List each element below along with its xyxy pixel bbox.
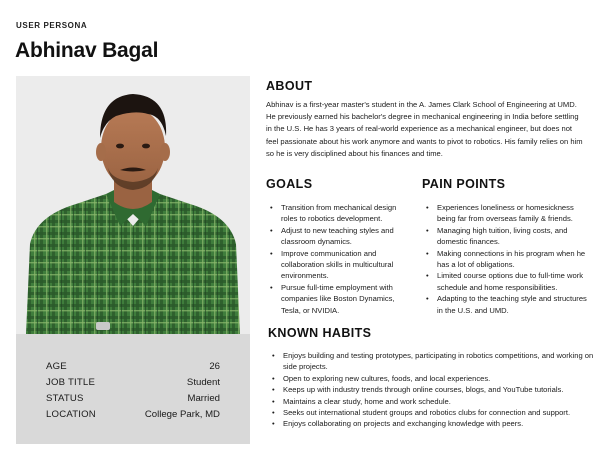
list-item: • Maintains a clear study, home and work schedule. (270, 396, 596, 407)
info-value: 26 (209, 360, 220, 372)
info-row-location (16, 406, 250, 422)
persona-photo (16, 76, 250, 334)
known-habits-list (270, 350, 596, 430)
list-item: • Adjust to new teaching styles and classroom dynamics. (268, 225, 412, 248)
info-value: Married (187, 392, 220, 404)
list-item: • Managing high tuition, living costs, and domestic finances. (424, 225, 590, 248)
persona-eyebrow: USER PERSONA (16, 21, 88, 30)
info-value: Student (186, 376, 220, 388)
pain-points-heading: PAIN POINTS (422, 177, 506, 191)
list-item: • Making connections in his program when he has a lot of obligations. (424, 248, 590, 271)
persona-name: Abhinav Bagal (15, 39, 159, 62)
info-label: JOB TITLE (46, 376, 96, 388)
list-item: • Keeps up with industry trends through online courses, blogs, and YouTube tutorials. (270, 384, 596, 395)
pain-points-list (424, 202, 590, 316)
info-label: STATUS (46, 392, 84, 404)
info-label: AGE (46, 360, 67, 372)
list-item: • Improve communication and collaboration skills in multicultural environments. (268, 248, 412, 282)
known-habits-heading: KNOWN HABITS (268, 326, 372, 340)
list-item: • Enjoys collaborating on projects and exchanging knowledge with peers. (270, 418, 596, 429)
goals-heading: GOALS (266, 177, 313, 191)
info-row-status (16, 390, 250, 406)
list-item: • Open to exploring new cultures, foods, and local experiences. (270, 373, 596, 384)
about-heading: ABOUT (266, 79, 313, 93)
list-item: • Enjoys building and testing prototypes, participating in robotics competitions, and working on side projects. (270, 350, 596, 373)
info-row-job-title (16, 374, 250, 390)
list-item: • Pursue full-time employment with companies like Boston Dynamics, Tesla, or NVIDIA. (268, 282, 412, 316)
about-text: Abhinav is a first-year master's student in the A. James Clark School of Engineering at UMD. He previously earned his bachelor's degree in mechanical engineering in India before settling in the U.S. He has 3 years of real-world experience as a mechanical engineer, but does not feel passionate about his work anymore and wants to pivot to robotics. His family relies on him so he is very disciplined about his finances and time. (266, 100, 583, 158)
info-row-age (16, 358, 250, 374)
goals-list (268, 202, 412, 316)
list-item: • Limited course options due to full-time work schedule and home responsibilities. (424, 270, 590, 293)
persona-info-panel (16, 334, 250, 444)
info-value: College Park, MD (144, 408, 220, 420)
info-label: LOCATION (46, 408, 96, 420)
list-item: • Seeks out international student groups and robotics clubs for connection and support. (270, 407, 596, 418)
person-photo-icon (16, 76, 250, 334)
list-item: • Experiences loneliness or homesickness being far from overseas family & friends. (424, 202, 590, 225)
list-item: • Transition from mechanical design roles to robotics development. (268, 202, 412, 225)
list-item: • Adapting to the teaching style and structures in the U.S. and UMD. (424, 293, 590, 316)
